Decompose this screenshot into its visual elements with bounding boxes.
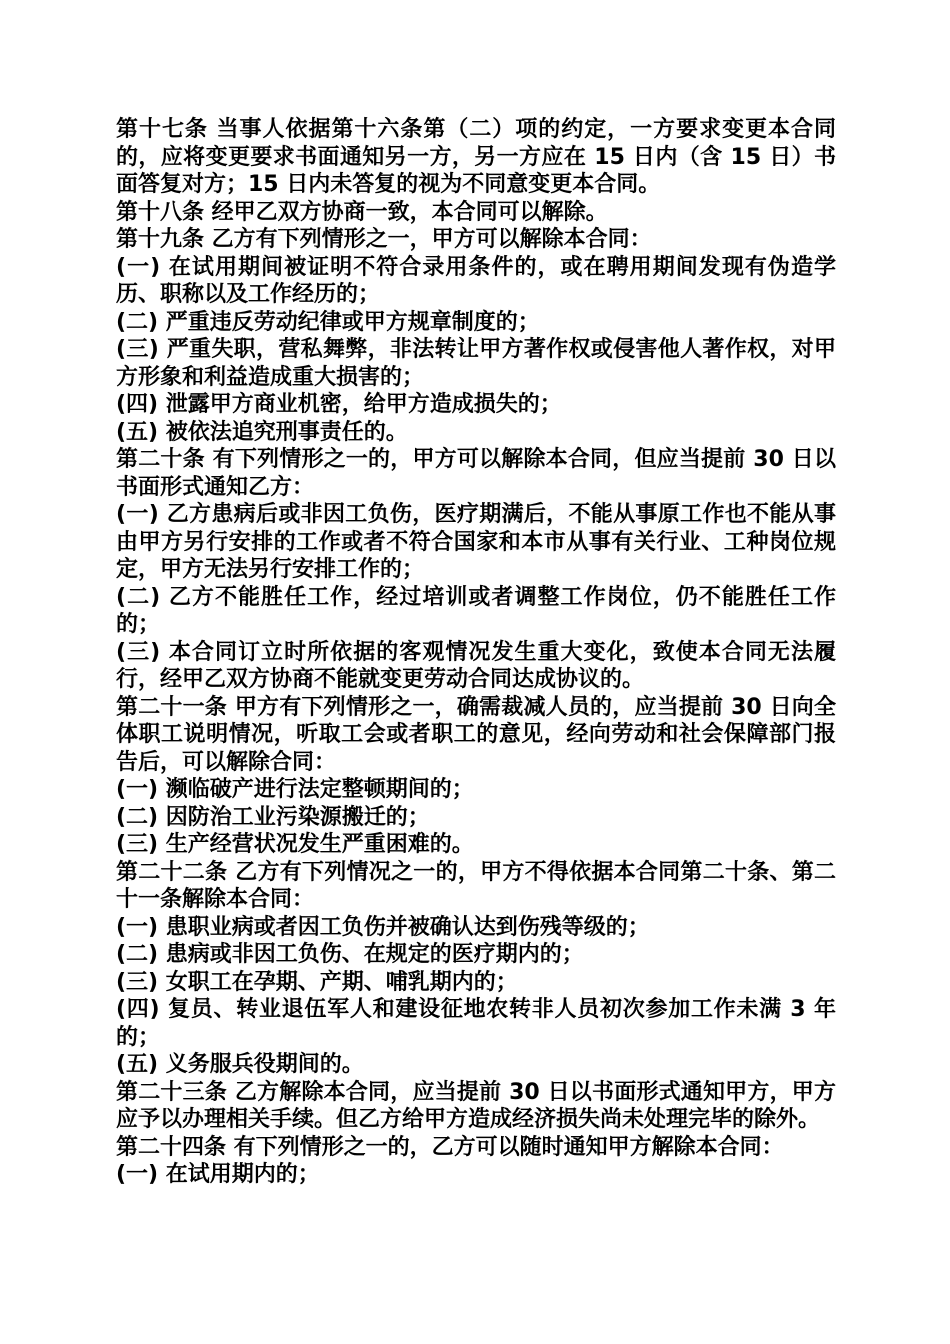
article-19-heading: 第十九条 乙方有下列情形之一，甲方可以解除本合同： bbox=[116, 227, 652, 252]
article-21-item-1: (一) 濒临破产进行法定整顿期间的； bbox=[116, 777, 474, 802]
article-24-heading: 第二十四条 有下列情形之一的，乙方可以随时通知甲方解除本合同： bbox=[116, 1134, 784, 1160]
article-20-item-1: (一) 乙方患病后或非因工负伤，医疗期满后，不能从事原工作也不能从事由甲方另行安排的工作或者不符合国家和本市从事有关行业、工种岗位规定，甲方无法另行安排工作的； bbox=[116, 502, 836, 582]
article-18: 第十八条 经甲乙双方协商一致，本合同可以解除。 bbox=[116, 199, 608, 225]
article-21-item-3: (三) 生产经营状况发生严重困难的。 bbox=[116, 832, 474, 857]
article-21-item-2: (二) 因防治工业污染源搬迁的； bbox=[116, 804, 430, 830]
article-22-item-5: (五) 义务服兵役期间的。 bbox=[116, 1052, 364, 1077]
article-22-item-3: (三) 女职工在孕期、产期、哺乳期内的； bbox=[116, 969, 518, 995]
article-22-item-2: (二) 患病或非因工负伤、在规定的医疗期内的； bbox=[116, 942, 584, 967]
article-24-item-1: (一) 在试用期内的； bbox=[116, 1162, 320, 1187]
article-19-item-2: (二) 严重违反劳动纪律或甲方规章制度的； bbox=[116, 309, 540, 335]
article-19-item-5: (五) 被依法追究刑事责任的。 bbox=[116, 419, 408, 445]
article-17: 第十七条 当事人依据第十六条第（二）项的约定，一方要求变更本合同的，应将变更要求书面通知另一方，另一方应在 15 日内（含 15 日）书面答复对方；15 日内未答复的视为不同意变更本合同。 bbox=[116, 117, 836, 197]
article-22-item-4: (四) 复员、转业退伍军人和建设征地农转非人员初次参加工作未满 3 年的； bbox=[116, 997, 836, 1050]
article-19-item-1: (一) 在试用期间被证明不符合录用条件的，或在聘用期间发现有伪造学历、职称以及工作经历的； bbox=[116, 254, 836, 307]
article-20-item-3: (三) 本合同订立时所依据的客观情况发生重大变化，致使本合同无法履行，经甲乙双方协商不能就变更劳动合同达成协议的。 bbox=[116, 639, 836, 692]
article-22-heading: 第二十二条 乙方有下列情况之一的，甲方不得依据本合同第二十条、第二十一条解除本合同： bbox=[116, 859, 836, 912]
article-19-item-3: (三) 严重失职，营私舞弊，非法转让甲方著作权或侵害他人著作权，对甲方形象和利益造成重大损害的； bbox=[116, 337, 836, 390]
article-23: 第二十三条 乙方解除本合同，应当提前 30 日以书面形式通知甲方，甲方应予以办理相关手续。但乙方给甲方造成经济损失尚未处理完毕的除外。 bbox=[116, 1079, 836, 1132]
article-19-item-4: (四) 泄露甲方商业机密，给甲方造成损失的； bbox=[116, 392, 562, 417]
article-21-heading: 第二十一条 甲方有下列情形之一，确需裁减人员的，应当提前 30 日向全体职工说明情况，听取工会或者职工的意见，经向劳动和社会保障部门报告后，可以解除合同： bbox=[116, 694, 836, 775]
article-22-item-1: (一) 患职业病或者因工负伤并被确认达到伤残等级的； bbox=[116, 914, 650, 940]
article-20-heading: 第二十条 有下列情形之一的，甲方可以解除本合同，但应当提前 30 日以书面形式通知乙方： bbox=[116, 447, 836, 500]
article-20-item-2: (二) 乙方不能胜任工作，经过培训或者调整工作岗位，仍不能胜任工作的； bbox=[116, 584, 836, 637]
document-page bbox=[116, 116, 836, 1189]
